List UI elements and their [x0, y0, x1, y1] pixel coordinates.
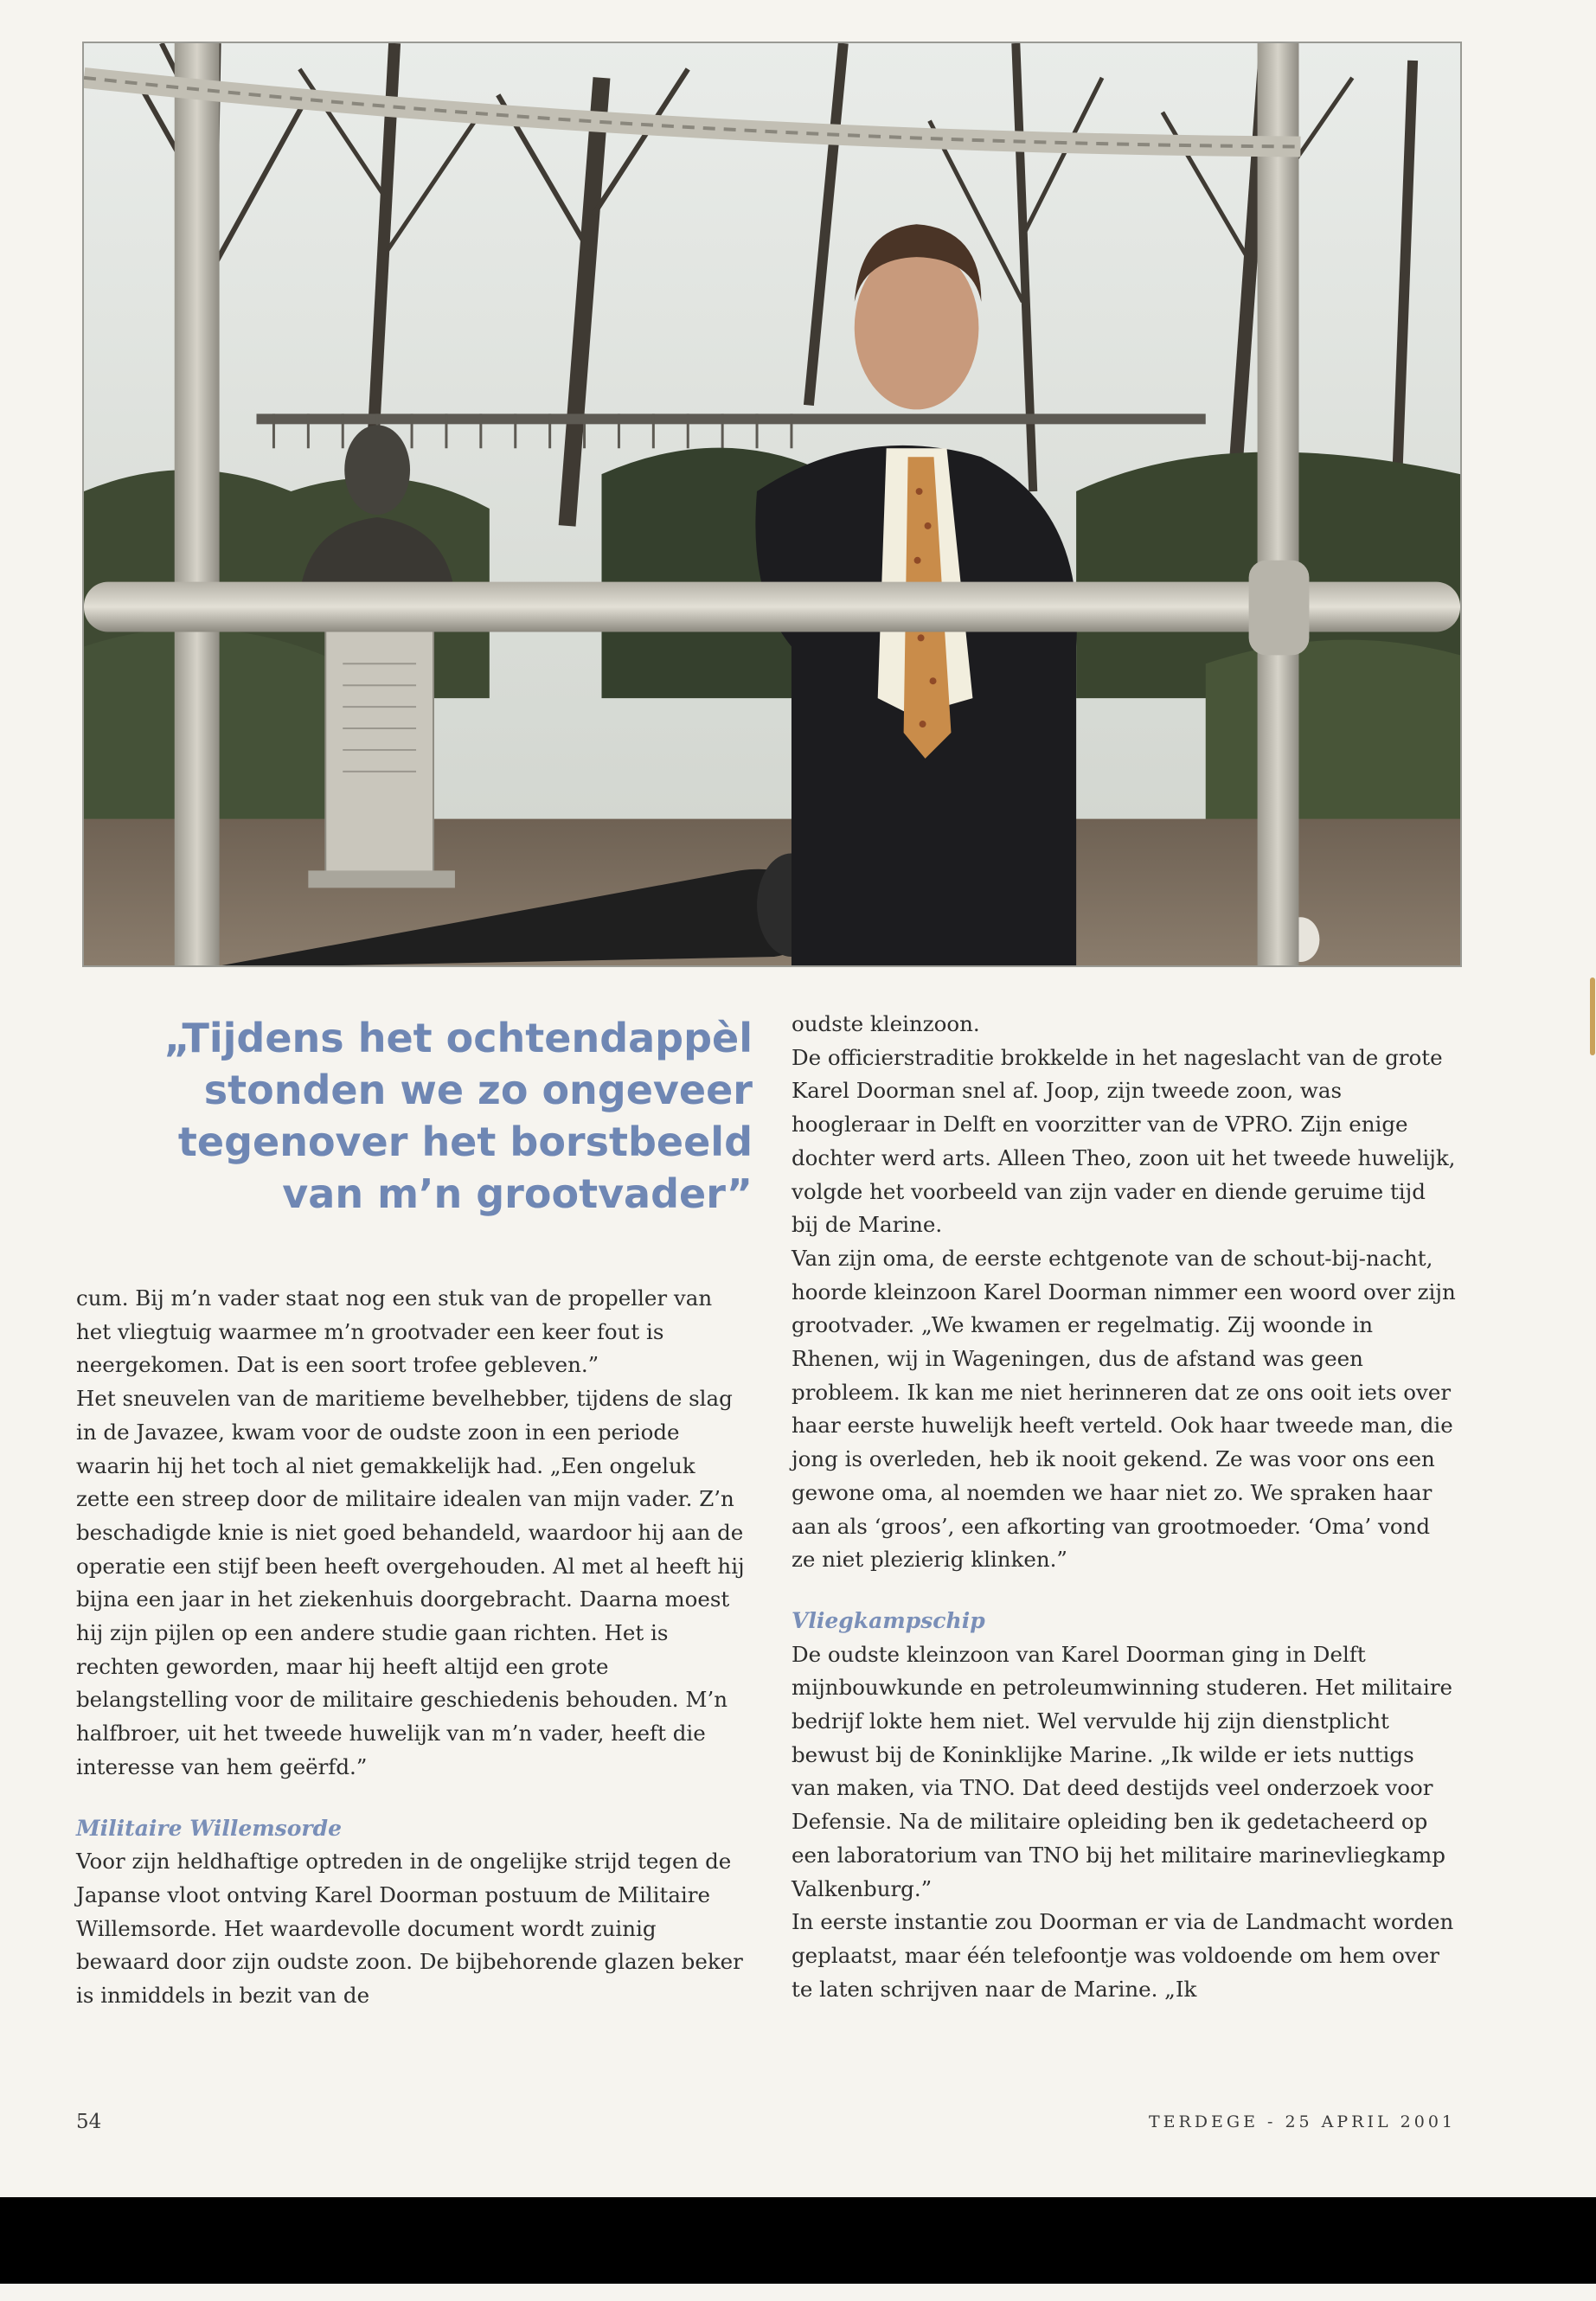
spacer: [76, 1785, 747, 1812]
paragraph: In eerste instantie zou Doorman er via de Landmacht worden geplaatst, maar één telefoontje was voldoende om hem over te laten schrijven naar de Marine. „Ik: [792, 1909, 1454, 2002]
subheading: Vliegkampschip: [792, 1607, 985, 1633]
paragraph: Voor zijn heldhaftige optreden in de ongelijke strijd tegen de Japanse vloot ontving Karel Doorman postuum de Militaire Willemsorde. Het waardevolle document wordt zuinig bewaard door zijn oudste zoon. De bijbehorende glazen beker is inmiddels in bezit van de: [76, 1849, 743, 2009]
paragraph: De officierstraditie brokkelde in het nageslacht van de grote Karel Doorman snel af. Joop, zijn tweede zoon, was hoogleraar in Delft en voorzitter van de VPRO. Zijn enige dochter werd arts. Alleen Theo, zoon uit het tweede huwelijk, volgde het voorbeeld van zijn vader en diende geruime tijd bij de Marine.: [792, 1044, 1456, 1238]
paragraph: Het sneuvelen van de maritieme bevelhebber, tijdens de slag in de Javazee, kwam voor de oudste zoon in een periode waarin hij het toch al niet gemakkelijk had. „Een ongeluk zette een streep door de militaire idealen van mijn vader. Z’n beschadigde knie is niet goed behandeld, waardoor hij aan de operatie een stijf been heeft overgehouden. Al met al heeft hij bijna een jaar in het ziekenhuis doorgebracht. Daarna moest hij zijn pijlen op een andere studie gaan richten. Het is rechten geworden, maar hij heeft altijd een grote belangstelling voor de militaire geschiedenis behouden. M’n halfbroer, uit het tweede huwelijk van m’n vader, heeft die interesse van hem geërfd.”: [76, 1386, 745, 1779]
article-column-left: [76, 1282, 747, 2013]
article-photo: [82, 42, 1462, 967]
pull-quote: „Tijdens het ochtendappèl stonden we zo ongeveer tegenover het borstbeeld van m’n grootvader”: [163, 1015, 753, 1217]
spacer: [792, 1577, 1458, 1605]
page-number: 54: [76, 2111, 102, 2133]
photo-illustration: [84, 43, 1460, 965]
subheading: Militaire Willemsorde: [76, 1815, 342, 1841]
paragraph: Van zijn oma, de eerste echtgenote van de schout-bij-nacht, hoorde kleinzoon Karel Doorman nimmer een woord over zijn grootvader. „We kwamen er regelmatig. Zij woonde in Rhenen, wij in Wageningen, dus de afstand was geen probleem. Ik kan me niet herinneren dat ze ons ooit iets over haar eerste huwelijk heeft verteld. Ook haar tweede man, die jong is overleden, heb ik nooit gekend. Ze was voor ons een gewone oma, al noemden we haar niet zo. We spraken haar aan als ‘groos’, een afkorting van grootmoeder. ‘Oma’ vond ze niet plezierig klinken.”: [792, 1245, 1456, 1573]
paragraph: De oudste kleinzoon van Karel Doorman ging in Delft mijnbouwkunde en petroleumwinning studeren. Het militaire bedrijf lokte hem niet. Wel vervulde hij zijn dienstplicht bewust bij de Koninklijke Marine. „Ik wilde er iets nuttigs van maken, via TNO. Dat deed destijds veel onderzoek voor Defensie. Na de militaire opleiding ben ik gedetacheerd op een laboratorium van TNO bij het militaire marinevliegkamp Valkenburg.”: [792, 1641, 1453, 1901]
paragraph: oudste kleinzoon.: [792, 1011, 980, 1036]
publication-footer: TERDEGE - 25 APRIL 2001: [1148, 2112, 1456, 2131]
paragraph: cum. Bij m’n vader staat nog een stuk van de propeller van het vliegtuig waarmee m’n grootvader een keer fout is neergekomen. Dat is een soort trofee gebleven.”: [76, 1285, 713, 1378]
article-column-right: [792, 1008, 1458, 2006]
scan-edge-mark: [1590, 977, 1595, 1055]
scan-border: [0, 2197, 1596, 2284]
